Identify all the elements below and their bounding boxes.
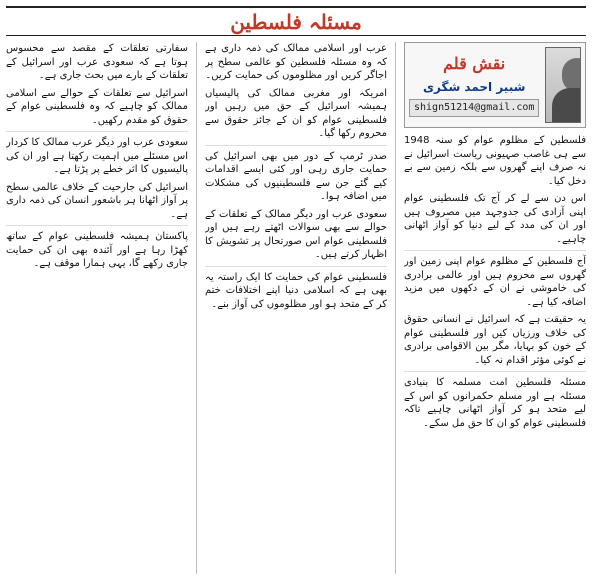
paragraph: اسرائیل کی جارحیت کے خلاف عالمی سطح پر آواز اٹھانا ہر باشعور انسان کی ذمہ داری ہے۔ bbox=[5, 181, 188, 220]
author-name: شبیر احمد شگری bbox=[423, 79, 526, 94]
paragraph: آج فلسطین کے مظلوم عوام اپنی زمین اور گھروں سے محروم ہیں اور عالمی برادری کی خاموشی نے ان کے دکھوں میں مزید اضافہ کیا ہے۔ bbox=[403, 256, 586, 308]
paragraph: مسئلہ فلسطین امت مسلمہ کا بنیادی مسئلہ ہے اور مسلم حکمرانوں کو اس کے لیے متحد ہو کر آواز اٹھانی چاہیے تاکہ فلسطینی عوام کو ان کا حق مل سکے۔ bbox=[403, 377, 586, 429]
separator bbox=[404, 371, 586, 372]
column-middle bbox=[205, 42, 387, 574]
paragraph: پاکستان ہمیشہ فلسطینی عوام کے ساتھ کھڑا رہا ہے اور آئندہ بھی ان کی حمایت جاری رکھے گا، یہی ہمارا موقف ہے۔ bbox=[5, 231, 188, 269]
paragraph: اس دن سے لے کر آج تک فلسطینی عوام اپنی آزادی کی جدوجہد میں مصروف ہیں اور ان کی مدد کے لیے دنیا کو آواز اٹھانی چاہیے۔ bbox=[403, 193, 586, 245]
separator bbox=[205, 145, 387, 146]
paragraph: فلسطین کے مظلوم عوام کو سنہ 1948 سے ہی غاصب صہیونی ریاست اسرائیل نے نہ صرف اپنے گھروں سے بلکہ زمین سے بے دخل کیا۔ bbox=[403, 135, 586, 187]
paragraph: صدر ٹرمپ کے دور میں بھی اسرائیل کی حمایت جاری رہی اور کئی ایسے اقدامات کیے گئے جن سے فلسطینیوں کی مشکلات میں اضافہ ہوا۔ bbox=[204, 150, 387, 202]
article-title: مسئلہ فلسطین bbox=[230, 9, 362, 34]
separator bbox=[205, 266, 387, 267]
separator bbox=[6, 131, 188, 132]
title-band bbox=[6, 6, 586, 36]
separator bbox=[404, 250, 586, 251]
paragraph: عرب اور اسلامی ممالک کی ذمہ داری ہے کہ وہ مسئلہ فلسطین کو عالمی سطح پر اجاگر کریں اور مظلوموں کی حمایت کریں۔ bbox=[204, 43, 387, 81]
separator bbox=[6, 225, 188, 226]
paragraph: سفارتی تعلقات کے مقصد سے محسوس ہوتا ہے کہ سعودی عرب اور اسرائیل کے تعلقات کے بارے میں بحث جاری ہے۔ bbox=[5, 43, 188, 81]
author-info bbox=[409, 53, 539, 116]
paragraph: امریکہ اور مغربی ممالک کی پالیسیاں ہمیشہ اسرائیل کے حق میں رہیں اور فلسطینی عوام کو ان کے جائز حقوق سے محروم رکھا گیا۔ bbox=[204, 87, 387, 139]
author-email[interactable]: shign51214@gmail.com bbox=[409, 99, 539, 117]
paragraph: سعودی عرب اور دیگر ممالک کے تعلقات کے حوالے سے بھی سوالات اٹھتے رہے ہیں اور فلسطینی عوام اس صورتحال پر تشویش کا اظہار کرتے ہیں۔ bbox=[204, 208, 387, 260]
column-right bbox=[404, 42, 586, 574]
article-columns bbox=[6, 42, 586, 574]
paragraph: سعودی عرب اور دیگر عرب ممالک کا کردار اس مسئلے میں اہمیت رکھتا ہے اور ان کی پالیسیوں کا اثر خطے پر پڑتا ہے۔ bbox=[5, 137, 188, 175]
author-photo-head bbox=[562, 58, 581, 92]
author-box bbox=[404, 42, 586, 128]
paragraph: اسرائیل سے تعلقات کے حوالے سے اسلامی ممالک کو چاہیے کہ وہ فلسطینی عوام کے حقوق کو مقدم رکھیں۔ bbox=[5, 87, 188, 126]
paragraph: فلسطینی عوام کی حمایت کا ایک راستہ یہ بھی ہے کہ اسلامی دنیا اپنے اختلافات ختم کر کے متحد ہو اور مظلوموں کی آواز بنے۔ bbox=[204, 271, 387, 310]
column-divider bbox=[196, 42, 197, 574]
column-left bbox=[6, 42, 188, 574]
column-divider bbox=[395, 42, 396, 574]
column-name: نقش قلم bbox=[443, 54, 506, 74]
paragraph: یہ حقیقت ہے کہ اسرائیل نے انسانی حقوق کی خلاف ورزیاں کیں اور فلسطینی عوام کے خون کو بہایا، مگر بین الاقوامی برادری نے کوئی مؤثر اقدام نہ کیا۔ bbox=[403, 314, 586, 366]
author-photo-body bbox=[552, 88, 581, 122]
author-photo bbox=[545, 47, 581, 123]
